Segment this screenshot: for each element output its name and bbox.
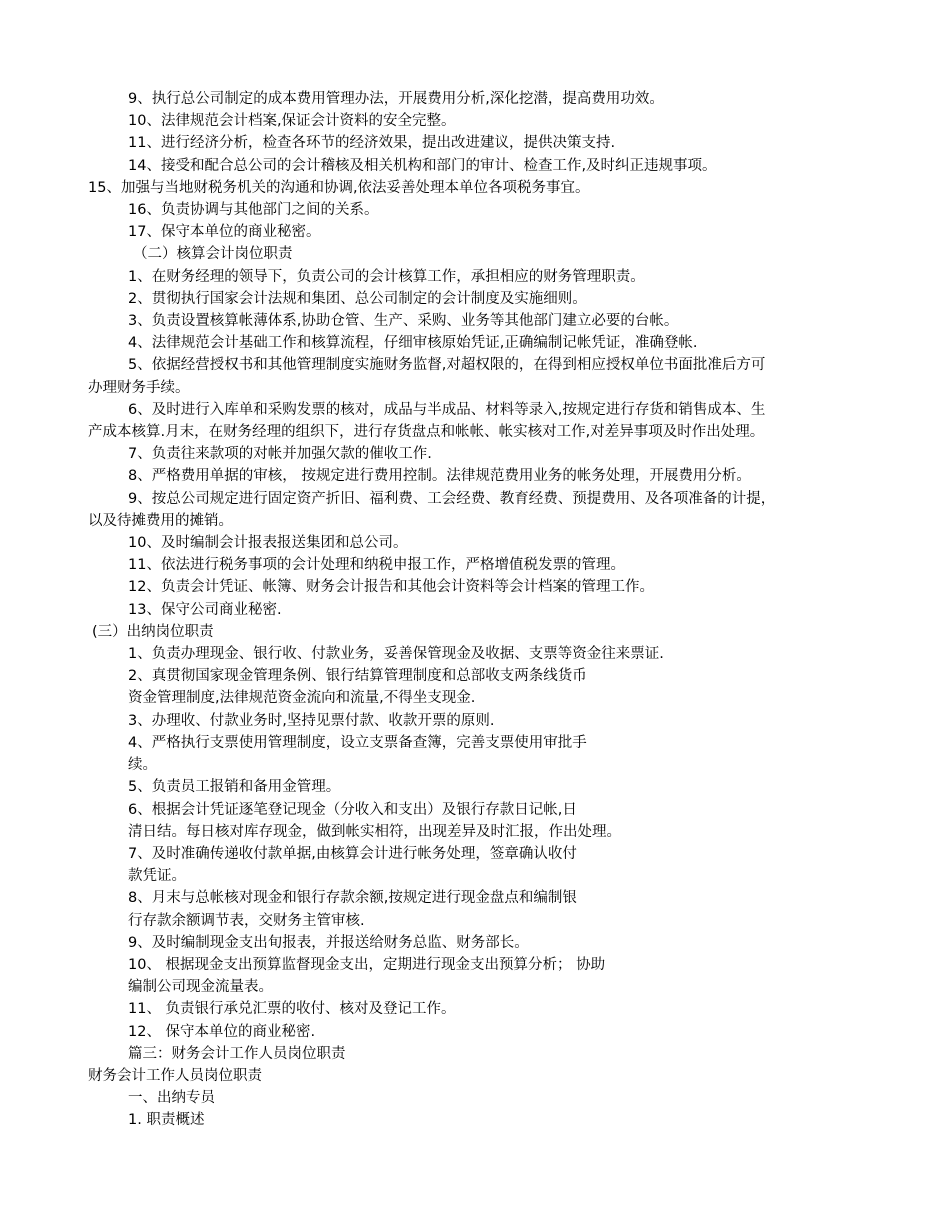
text-line: 续。 <box>128 757 157 774</box>
text-line: 10、及时编制会计报表报送集团和总公司。 <box>128 535 408 552</box>
text-line: 4、严格执行支票使用管理制度，设立支票备查簿，完善支票使用审批手 <box>128 734 587 751</box>
text-line: 11、依法进行税务事项的会计处理和纳税申报工作，严格增值税发票的管理。 <box>128 557 625 574</box>
text-line: 16、负责协调与其他部门之间的关系。 <box>128 202 379 219</box>
text-line: 篇三：财务会计工作人员岗位职责 <box>128 1045 346 1062</box>
text-line: 8、月末与总帐核对现金和银行存款余额,按规定进行现金盘点和编制银 <box>128 890 577 907</box>
text-line: 9、按总公司规定进行固定资产折旧、福利费、工会经费、教育经费、预提费用、及各项准备的计提， <box>128 490 776 507</box>
text-line: 12、负责会计凭证、帐簿、财务会计报告和其他会计资料等会计档案的管理工作。 <box>128 579 654 596</box>
text-line: 2、贯彻执行国家会计法规和集团、总公司制定的会计制度及实施细则。 <box>128 290 587 307</box>
text-line: （二）核算会计岗位职责 <box>133 246 293 263</box>
text-line: 7、及时准确传递收付款单据,由核算会计进行帐务处理，签章确认收付 <box>128 845 577 862</box>
text-line: 产成本核算.月末，在财务经理的组织下，进行存货盘点和帐帐、帐实核对工作,对差异事项及时作出处理。 <box>88 424 765 441</box>
text-line: 4、法律规范会计基础工作和核算流程，仔细审核原始凭证,正确编制记帐凭证，准确登帐. <box>128 335 698 352</box>
text-line: 1. 职责概述 <box>128 1112 205 1129</box>
text-line: 行存款余额调节表，交财务主管审核. <box>128 912 365 929</box>
document-body <box>0 88 950 1132</box>
text-line: 6、及时进行入库单和采购发票的核对，成品与半成品、材料等录入,按规定进行存货和销售成本、生 <box>128 401 766 418</box>
text-line: 9、执行总公司制定的成本费用管理办法，开展费用分析,深化挖潜，提高费用功效。 <box>128 91 664 107</box>
text-line: 6、根据会计凭证逐笔登记现金（分收入和支出）及银行存款日记帐,日 <box>128 801 577 818</box>
text-line: (三）出纳岗位职责 <box>92 623 214 640</box>
text-line: 办理财务手续。 <box>88 379 190 396</box>
text-line: 11、 负责银行承兑汇票的收付、核对及登记工作。 <box>128 1001 456 1018</box>
text-line: 5、依据经营授权书和其他管理制度实施财务监督,对超权限的，在得到相应授权单位书面批准后方可 <box>128 357 766 374</box>
text-line: 9、及时编制现金支出旬报表，并报送给财务总监、财务部长。 <box>128 934 529 951</box>
text-line: 11、进行经济分析，检查各环节的经济效果，提出改进建议，提供决策支持. <box>128 135 616 152</box>
text-line: 财务会计工作人员岗位职责 <box>88 1067 262 1084</box>
text-line: 2、真贯彻国家现金管理条例、银行结算管理制度和总部收支两条线货币 <box>128 668 587 685</box>
text-line: 资金管理制度,法律规范资金流向和流量,不得坐支现金. <box>128 690 476 707</box>
text-line: 12、 保守本单位的商业秘密. <box>128 1023 316 1040</box>
text-line: 17、保守本单位的商业秘密。 <box>128 224 321 241</box>
text-line: 15、加强与当地财税务机关的沟通和协调,依法妥善处理本单位各项税务事宜。 <box>88 179 590 196</box>
text-line: 以及待摊费用的摊销。 <box>88 512 233 529</box>
text-line: 一、出纳专员 <box>128 1090 215 1107</box>
text-line: 5、负责员工报销和备用金管理。 <box>128 779 341 796</box>
text-line: 款凭证。 <box>128 868 186 885</box>
text-line: 3、办理收、付款业务时,坚持见票付款、收款开票的原则. <box>128 712 495 729</box>
text-line: 7、负责往来款项的对帐并加强欠款的催收工作. <box>128 446 432 463</box>
text-line: 1、负责办理现金、银行收、付款业务，妥善保管现金及收据、支票等资金往来票证. <box>128 646 664 663</box>
text-line: 编制公司现金流量表。 <box>128 979 273 996</box>
text-line: 1、在财务经理的领导下，负责公司的会计核算工作，承担相应的财务管理职责。 <box>128 268 645 285</box>
text-line: 8、严格费用单据的审核， 按规定进行费用控制。法律规范费用业务的帐务处理，开展费用分析。 <box>128 468 751 485</box>
text-line: 清日结。每日核对库存现金，做到帐实相符，出现差异及时汇报，作出处理。 <box>128 823 621 840</box>
text-line: 3、负责设置核算帐薄体系,协助仓管、生产、采购、业务等其他部门建立必要的台帐。 <box>128 313 679 330</box>
text-line: 10、法律规范会计档案,保证会计资料的安全完整。 <box>128 113 456 130</box>
text-line: 13、保守公司商业秘密. <box>128 601 282 618</box>
text-line: 10、 根据现金支出预算监督现金支出，定期进行现金支出预算分析； 协助 <box>128 956 606 973</box>
text-line: 14、接受和配合总公司的会计稽核及相关机构和部门的审计、检查工作,及时纠正违规事项。 <box>128 157 717 174</box>
